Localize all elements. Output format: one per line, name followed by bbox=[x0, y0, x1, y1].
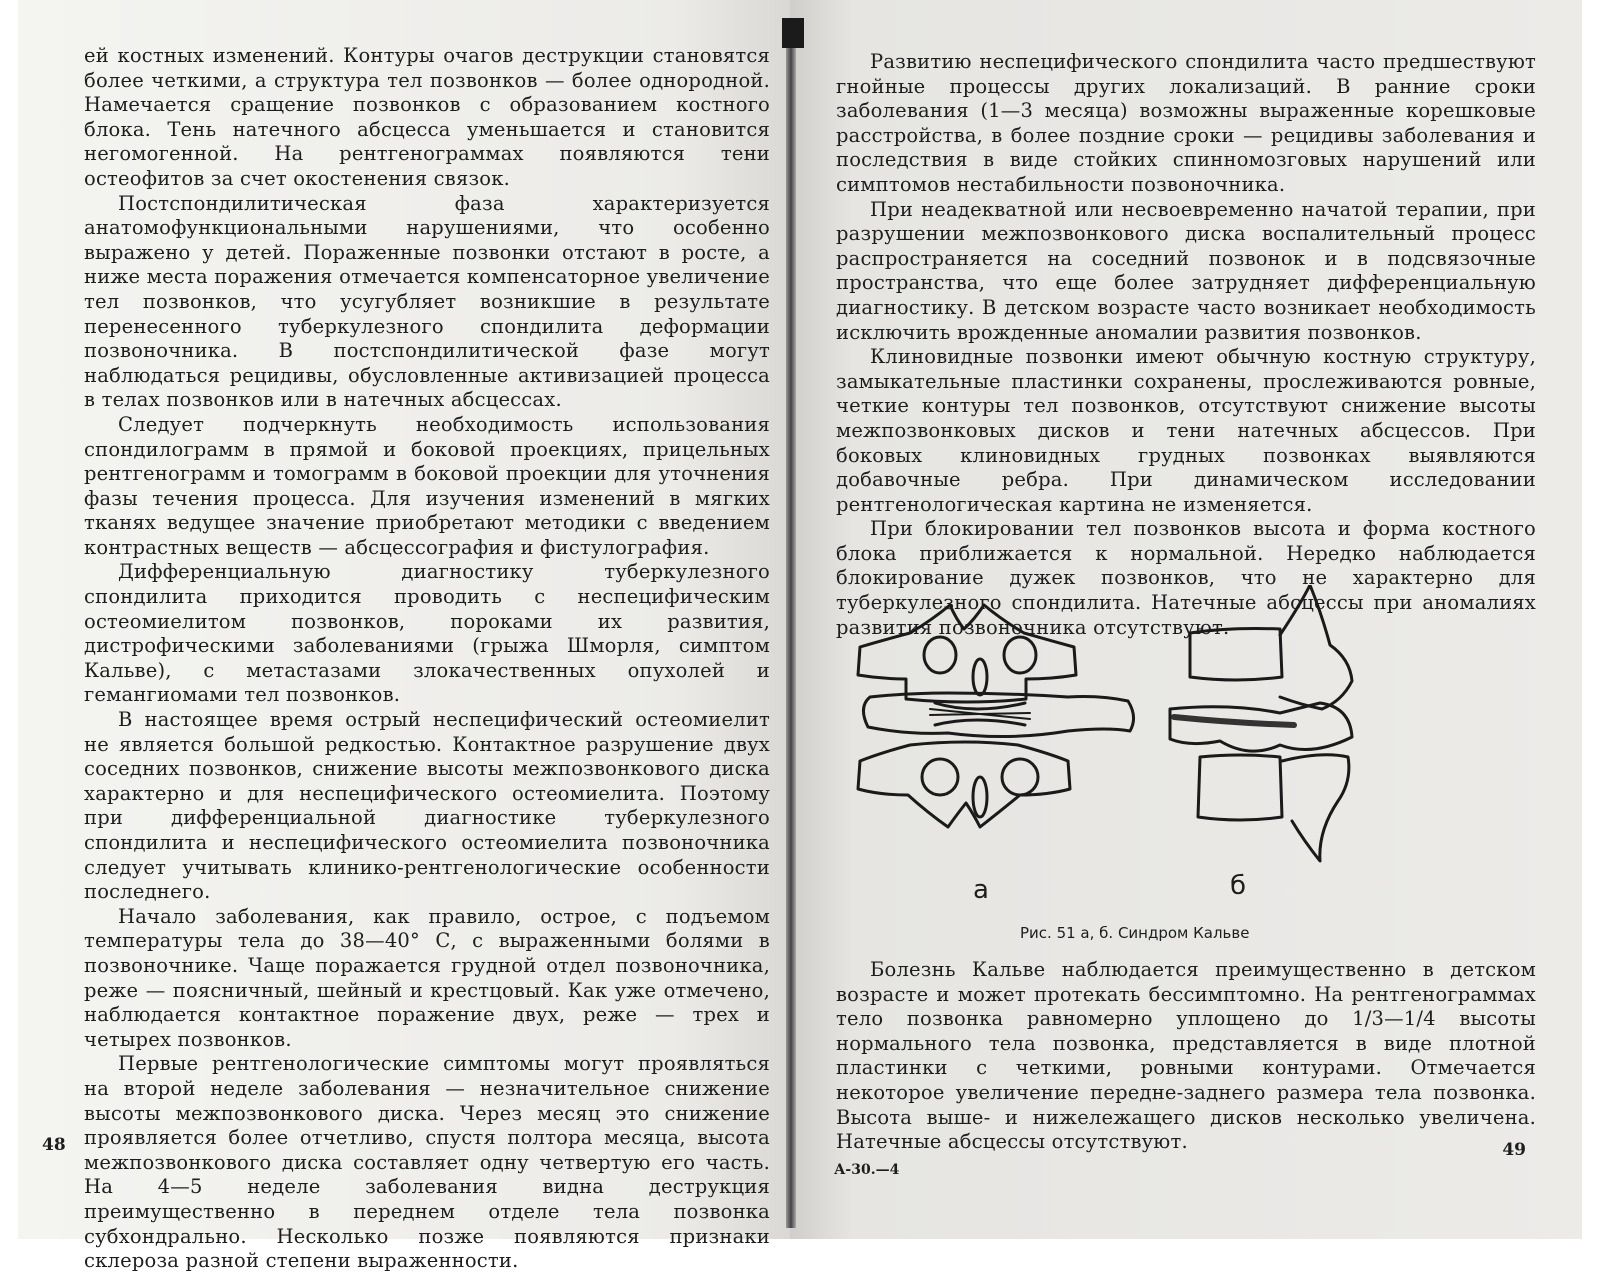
printer-signature: А-30.—4 bbox=[834, 1162, 900, 1178]
paragraph: При неадекватной или несвоевременно начатой терапии, при разрушении межпозвонкового диска воспалительный процесс распространяется на соседний позвонок и в подсвязочные пространства, что еще более затрудняет дифференциальную диагностику. В детском возрасте часто возникает необходимость исключить врожденные аномалии развития позвонков. bbox=[836, 197, 1536, 344]
book-gutter bbox=[786, 18, 796, 1228]
paragraph: ей костных изменений. Контуры очагов деструкции становятся более четкими, а структура тел позвонков — более однородной. Намечается сращение позвонков с образованием костного блока. Тень натечного абсцесса уменьшается и становится негомогенной. На рентгенограммах появляются тени остеофитов за счет окостенения связок. bbox=[84, 44, 770, 190]
left-page-number: 48 bbox=[42, 1135, 66, 1155]
right-page-lower-text bbox=[836, 958, 1536, 1155]
left-page-text bbox=[84, 44, 770, 1274]
figure-label-b: б bbox=[1230, 871, 1247, 901]
left-page bbox=[18, 0, 790, 1273]
paragraph: Клиновидные позвонки имеют обычную костную структуру, замыкательные пластинки сохранены, прослеживаются ровные, четкие контуры тел позвонков, отсутствуют снижение высоты межпозвонковых дисков и тени натечных абсцессов. При боковых клиновидных грудных позвонках выявляются добавочные ребра. При динамическом исследовании рентгенологическая картина не изменяется. bbox=[836, 345, 1536, 516]
paragraph: При блокировании тел позвонков высота и форма костного блока приближается к нормальной. Нередко наблюдается блокирование дужек позвонков, что не характерно для туберкулезного спондилита. Натечные абсцессы при аномалиях развития позвоночника отсутствуют. bbox=[836, 517, 1536, 639]
paragraph: Дифференциальную диагностику туберкулезного спондилита приходится проводить с неспецифическим остеомиелитом позвонков, пороками их развития, дистрофическими заболеваниями (грыжа Шморля, симптом Кальве), с метастазами злокачественных опухолей и гемангиомами тел позвонков. bbox=[84, 560, 770, 707]
right-page-text bbox=[836, 50, 1536, 640]
lateral-spine-drawing bbox=[1170, 585, 1352, 861]
paragraph: Развитию неспецифического спондилита часто предшествуют гнойные процессы других локализаций. В ранние сроки заболевания (1—3 месяца) возможны выраженные корешковые расстройства, в более поздние сроки — рецидивы заболевания и последствия в виде стойких спинномозговых нарушений или симптомов нестабильности позвоночника. bbox=[836, 50, 1536, 196]
paragraph: Болезнь Кальве наблюдается преимущественно в детском возрасте и может протекать бессимптомно. На рентгенограммах тело позвонка равномерно уплощено до 1/3—1/4 высоты нормального тела позвонка, представляется в виде плотной пластинки с четкими, ровными контурами. Отмечается некоторое увеличение передне-заднего размера тела позвонка. Высота выше- и нижележащего дисков несколько увеличена. Натечные абсцессы отсутствуют. bbox=[836, 958, 1536, 1154]
vertebrae-illustration bbox=[830, 585, 1530, 915]
figure-caption: Рис. 51 а, б. Синдром Кальве bbox=[1020, 924, 1250, 942]
paragraph: Первые рентгенологические симптомы могут проявляться на второй неделе заболевания — незначительное снижение высоты межпозвонкового диска. Через месяц это снижение проявляется более отчетливо, спустя полтора месяца, высота межпозвонкового диска составляет одну четвертую его часть. На 4—5 неделе заболевания видна деструкция преимущественно в переднем отделе тела позвонка субхондрально. Несколько позже появляются признаки склероза разной степени выраженности. bbox=[84, 1052, 770, 1273]
figure-51 bbox=[830, 585, 1530, 915]
paragraph: В настоящее время острый неспецифический остеомиелит не является большой редкостью. Контактное разрушение двух соседних позвонков, снижение высоты межпозвонкового диска характерно и для неспецифического остеомиелита. Поэтому при дифференциальной диагностике туберкулезного спондилита и неспецифического остеомиелита позвоночника следует учитывать клинико-рентгенологические особенности последнего. bbox=[84, 708, 770, 904]
right-page bbox=[790, 0, 1582, 1239]
right-page-number: 49 bbox=[1502, 1140, 1526, 1160]
paragraph: Начало заболевания, как правило, острое, с подъемом температуры тела до 38—40° С, с выраженными болями в позвоночнике. Чаще поражается грудной отдел позвоночника, реже — поясничный, шейный и крестцовый. Как уже отмечено, наблюдается контактное поражение двух, реже — трех и четырех позвонков. bbox=[84, 904, 770, 1051]
frontal-spine-drawing bbox=[858, 605, 1134, 827]
gutter-marker bbox=[782, 18, 804, 48]
figure-label-a: а bbox=[973, 875, 989, 905]
paragraph: Следует подчеркнуть необходимость использования спондилограмм в прямой и боковой проекциях, прицельных рентгенограмм и томограмм в боковой проекции для уточнения фазы течения процесса. Для изучения изменений в мягких тканях ведущее значение приобретают методики с введением контрастных веществ — абсцессография и фистулография. bbox=[84, 412, 770, 559]
paragraph: Постспондилитическая фаза характеризуется анатомофункциональными нарушениями, что особенно выражено у детей. Пораженные позвонки отстают в росте, а ниже места поражения отмечается компенсаторное увеличение тел позвонков, что усугубляет возникшие в результате перенесенного туберкулезного спондилита деформации позвоночника. В постспондилитической фазе могут наблюдаться рецидивы, обусловленные активизацией процесса в телах позвонков или в натечных абсцессах. bbox=[84, 191, 770, 412]
